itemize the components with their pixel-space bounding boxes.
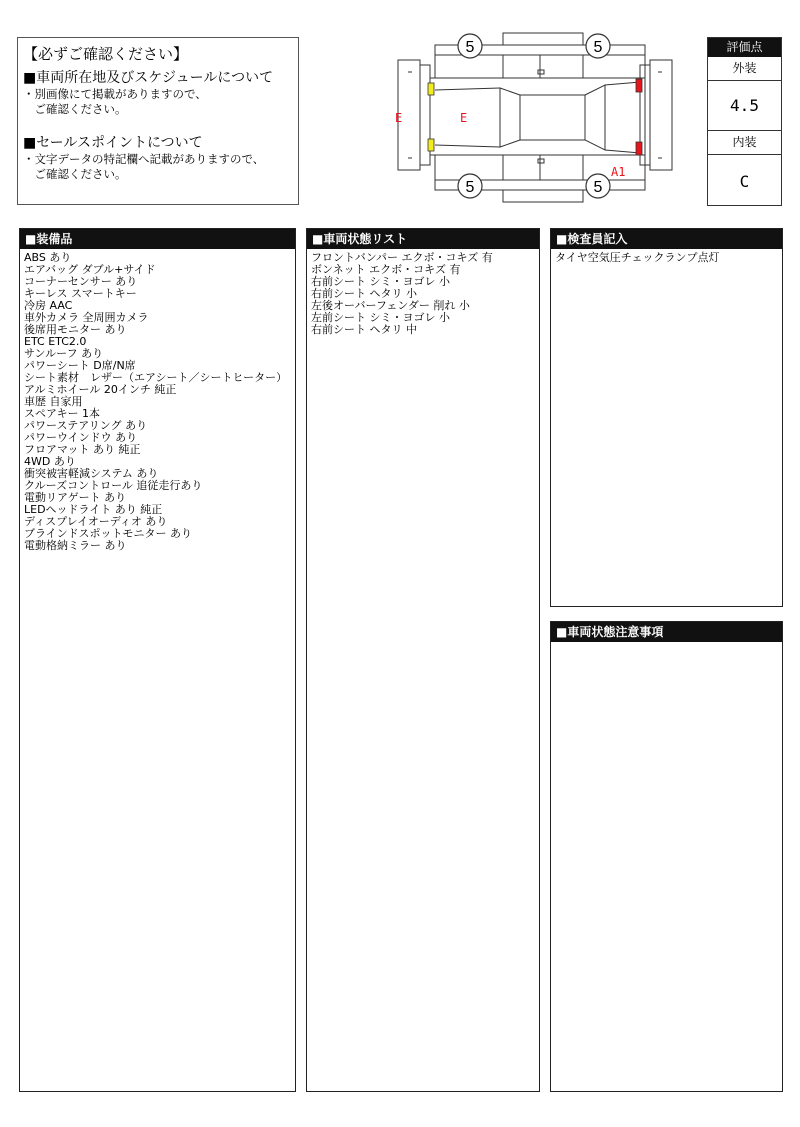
damage-code-hood: E bbox=[460, 111, 468, 125]
condition-item: 右前シート ヘタリ 中 bbox=[311, 323, 417, 336]
equipment-item: ディスプレイオーディオ あり bbox=[24, 515, 168, 528]
equipment-item: サンルーフ あり bbox=[24, 347, 104, 360]
equipment-item: スペアキー 1本 bbox=[24, 407, 101, 420]
condition-item: フロントバンパー エクボ・コキズ 有 bbox=[311, 251, 493, 264]
equipment-item: 車歴 自家用 bbox=[24, 395, 83, 408]
interior-label: 内装 bbox=[708, 131, 781, 155]
equipment-list bbox=[20, 249, 295, 555]
notes-header: ■車両状態注意事項 bbox=[551, 622, 782, 642]
wheel-mark-3: 5 bbox=[465, 179, 475, 196]
notice-section1-heading: ■車両所在地及びスケジュールについて bbox=[23, 70, 274, 86]
equipment-item: 冷房 AAC bbox=[24, 299, 73, 312]
wheel-mark-4: 5 bbox=[593, 179, 603, 196]
condition-item: 左後オーバーフェンダー 削れ 小 bbox=[311, 299, 470, 312]
condition-header: ■車両状態リスト bbox=[307, 229, 539, 249]
equipment-item: クルーズコントロール 追従走行あり bbox=[24, 479, 203, 492]
wheel-mark-2: 5 bbox=[593, 39, 603, 56]
equipment-item: アルミホイール 20インチ 純正 bbox=[24, 383, 177, 396]
notice-box bbox=[17, 37, 299, 205]
equipment-item: 後席用モニター あり bbox=[24, 323, 127, 336]
condition-list bbox=[307, 249, 539, 339]
taillight-left bbox=[636, 79, 642, 92]
equipment-item: 電動リアゲート あり bbox=[24, 491, 127, 504]
equipment-item: 4WD あり bbox=[24, 455, 76, 468]
notice-section2-text: ・文字データの特記欄へ記載がありますので、 ご確認ください。 bbox=[23, 152, 265, 181]
equipment-item: エアバッグ ダブル+サイド bbox=[24, 263, 156, 276]
car-condition-diagram bbox=[390, 30, 690, 205]
taillight-right bbox=[636, 142, 642, 155]
condition-item: 左前シート シミ・ヨゴレ 小 bbox=[311, 311, 450, 324]
exterior-score: 4.5 bbox=[708, 81, 781, 131]
wheel-mark-1: 5 bbox=[465, 39, 475, 56]
notice-section1-text: ・別画像にて掲載がありますので、 ご確認ください。 bbox=[23, 87, 207, 116]
inspector-panel bbox=[550, 228, 783, 607]
equipment-item: キーレス スマートキー bbox=[24, 287, 137, 300]
notice-title: 【必ずご確認ください】 bbox=[23, 45, 189, 63]
condition-item: 右前シート シミ・ヨゴレ 小 bbox=[311, 275, 450, 288]
equipment-item: 電動格納ミラー あり bbox=[24, 539, 127, 552]
headlight-right bbox=[428, 139, 434, 151]
equipment-item: 衝突被害軽減システム あり bbox=[24, 467, 159, 480]
condition-item: ボンネット エクボ・コキズ 有 bbox=[311, 263, 461, 276]
damage-code-rear-fender: A1 bbox=[611, 165, 626, 179]
equipment-item: 車外カメラ 全周囲カメラ bbox=[24, 311, 149, 324]
equipment-item: シート素材 レザー（エアシート／シートヒーター） bbox=[24, 371, 288, 384]
exterior-label: 外装 bbox=[708, 57, 781, 81]
notice-section2-heading: ■セールスポイントについて bbox=[23, 135, 203, 151]
score-box bbox=[707, 37, 782, 206]
equipment-panel bbox=[19, 228, 296, 1092]
equipment-item: ETC ETC2.0 bbox=[24, 335, 87, 348]
score-header: 評価点 bbox=[708, 38, 781, 57]
inspector-text: タイヤ空気圧チェックランプ点灯 bbox=[555, 251, 720, 264]
notes-panel bbox=[550, 621, 783, 1092]
inspector-header: ■検査員記入 bbox=[551, 229, 782, 249]
notes-body bbox=[551, 642, 782, 648]
equipment-item: ABS あり bbox=[24, 251, 72, 264]
headlight-left bbox=[428, 83, 434, 95]
equipment-header: ■装備品 bbox=[20, 229, 295, 249]
condition-item: 右前シート ヘタリ 小 bbox=[311, 287, 417, 300]
equipment-item: ブラインドスポットモニター あり bbox=[24, 527, 193, 540]
damage-code-front-bumper: E bbox=[395, 111, 403, 125]
equipment-item: パワーウインドウ あり bbox=[24, 431, 138, 444]
condition-panel bbox=[306, 228, 540, 1092]
equipment-item: パワーシート D席/N席 bbox=[24, 359, 136, 372]
equipment-item: フロアマット あり 純正 bbox=[24, 443, 141, 456]
equipment-item: パワーステアリング あり bbox=[24, 419, 148, 432]
interior-score: C bbox=[739, 172, 750, 191]
equipment-item: コーナーセンサー あり bbox=[24, 275, 138, 288]
equipment-item: LEDヘッドライト あり 純正 bbox=[24, 503, 163, 516]
